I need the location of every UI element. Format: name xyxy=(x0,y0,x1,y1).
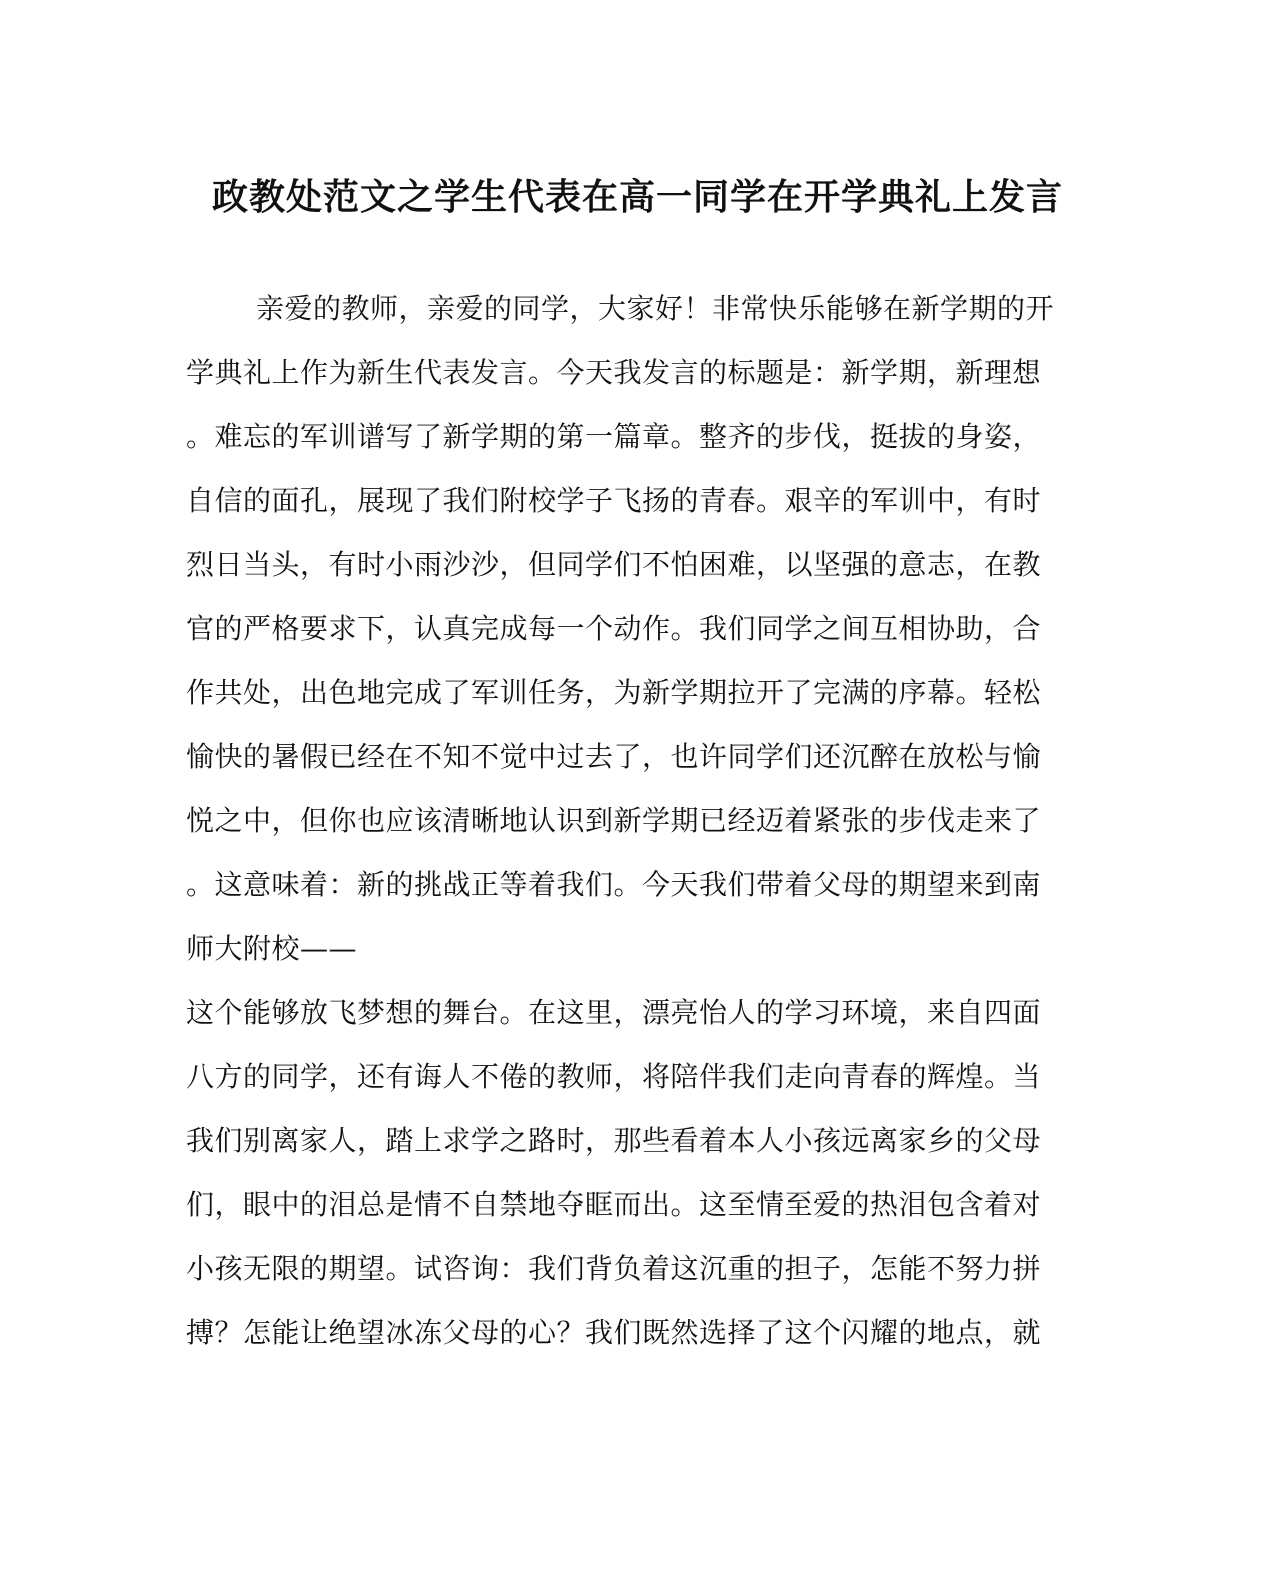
body-line: 烈日当头，有时小雨沙沙，但同学们不怕困难，以坚强的意志，在教 xyxy=(186,548,1042,581)
body-line: 。这意味着：新的挑战正等着我们。今天我们带着父母的期望来到南 xyxy=(186,868,1042,901)
body-line: 八方的同学，还有诲人不倦的教师，将陪伴我们走向青春的辉煌。当 xyxy=(186,1060,1042,1093)
body-line: 愉快的暑假已经在不知不觉中过去了，也许同学们还沉醉在放松与愉 xyxy=(186,740,1042,773)
document-title: 政教处范文之学生代表在高一同学在开学典礼上发言 xyxy=(211,176,1063,218)
body-line: 学典礼上作为新生代表发言。今天我发言的标题是：新学期，新理想 xyxy=(186,356,1042,389)
body-line: 官的严格要求下，认真完成每一个动作。我们同学之间互相协助，合 xyxy=(186,612,1042,645)
body-line: 们，眼中的泪总是情不自禁地夺眶而出。这至情至爱的热泪包含着对 xyxy=(186,1188,1042,1221)
body-line: 自信的面孔，展现了我们附校学子飞扬的青春。艰辛的军训中，有时 xyxy=(186,484,1042,517)
body-line: 。难忘的军训谱写了新学期的第一篇章。整齐的步伐，挺拔的身姿， xyxy=(186,420,1042,453)
body-line: 搏？怎能让绝望冰冻父母的心？我们既然选择了这个闪耀的地点，就 xyxy=(186,1316,1042,1349)
body-line: 师大附校—— xyxy=(186,932,358,965)
body-line: 小孩无限的期望。试咨询：我们背负着这沉重的担子，怎能不努力拼 xyxy=(186,1252,1042,1285)
body-line: 我们别离家人，踏上求学之路时，那些看着本人小孩远离家乡的父母 xyxy=(186,1124,1042,1157)
body-line: 亲爱的教师，亲爱的同学，大家好！非常快乐能够在新学期的开 xyxy=(256,292,1055,325)
body-line: 作共处，出色地完成了军训任务，为新学期拉开了完满的序幕。轻松 xyxy=(186,676,1042,709)
document-body xyxy=(186,285,1066,1373)
body-line: 这个能够放飞梦想的舞台。在这里，漂亮怡人的学习环境，来自四面 xyxy=(186,996,1042,1029)
body-line: 悦之中，但你也应该清晰地认识到新学期已经迈着紧张的步伐走来了 xyxy=(186,804,1042,837)
